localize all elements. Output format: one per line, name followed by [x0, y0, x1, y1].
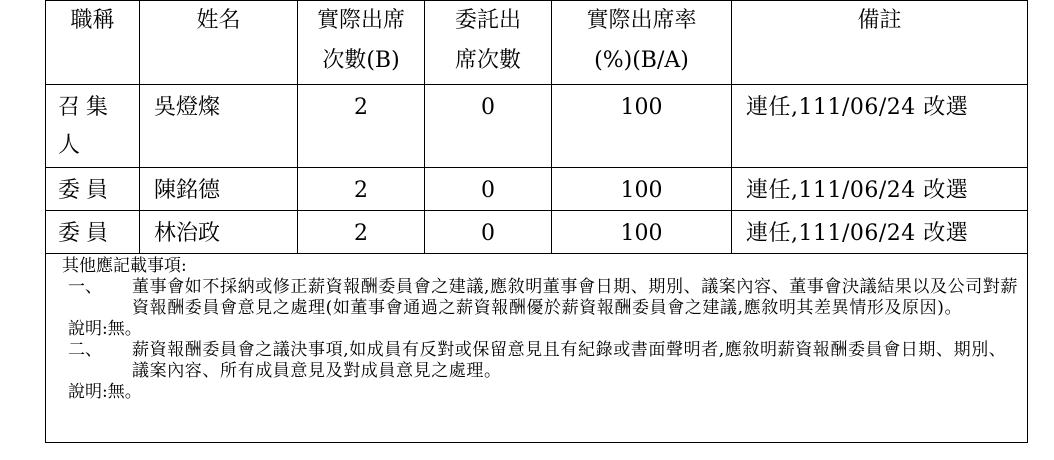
cell-note-text: 連任,111/06/24 改選: [746, 178, 969, 203]
cell-name-text: 林治政: [154, 221, 221, 246]
note-item: [46, 340, 1027, 382]
header-rate-line1: 實際出席率: [586, 8, 697, 33]
cell-proxy: [425, 85, 552, 168]
header-actual-attendance: [298, 1, 425, 85]
cell-note: [732, 211, 1028, 254]
note-item: [46, 277, 1027, 319]
header-name: [140, 1, 298, 85]
table-row: [46, 168, 1028, 211]
header-proxy-line1: 委託出: [454, 8, 521, 33]
cell-actual: [298, 211, 425, 254]
cell-name-text: 吳燈燦: [154, 95, 221, 120]
cell-rate: [552, 168, 732, 211]
header-title-label: 職稱: [70, 8, 115, 33]
cell-proxy: [425, 168, 552, 211]
table-row: [46, 211, 1028, 254]
note-item-text: 董事會如不採納或修正薪資報酬委員會之建議,應敘明董事會日期、期別、議案內容、董事會決議結果以及公司對薪資報酬委員會意見之處理(如董事會通過之薪資報酬優於薪資報酬委員會之建議,應敘明其差異情形及原因)。: [132, 277, 1019, 318]
cell-note: [732, 85, 1028, 168]
note-item-text: 薪資報酬委員會之議決事項,如成員有反對或保留意見且有紀錄或書面聲明者,應敘明薪資報酬委員會日期、期別、議案內容、所有成員意見及對成員意見之處理。: [132, 340, 1007, 381]
attendance-section: [45, 0, 1028, 443]
cell-name: [140, 85, 298, 168]
cell-actual-text: 2: [354, 178, 368, 203]
note-explanation: 說明:無。: [68, 319, 142, 339]
cell-note-text: 連任,111/06/24 改選: [746, 95, 969, 120]
note-item-number: 二、: [68, 340, 102, 360]
cell-name: [140, 168, 298, 211]
cell-note-text: 連任,111/06/24 改選: [746, 221, 969, 246]
table-header-row: [46, 1, 1028, 85]
cell-rate: [552, 211, 732, 254]
cell-note: [732, 168, 1028, 211]
cell-title: [46, 211, 140, 254]
header-actual-line1: 實際出席: [316, 8, 405, 33]
cell-proxy: [425, 211, 552, 254]
cell-actual-text: 2: [354, 221, 368, 246]
header-attendance-rate: [552, 1, 732, 85]
header-title: [46, 1, 140, 85]
note-explanation: 說明:無。: [68, 382, 142, 402]
cell-title-text: 委員: [58, 178, 115, 203]
cell-title: [46, 168, 140, 211]
cell-title-text: 委員: [58, 221, 115, 246]
cell-rate-text: 100: [620, 221, 663, 246]
cell-title-text: 召集人: [58, 95, 115, 158]
table-row: [46, 85, 1028, 168]
cell-name-text: 陳銘德: [154, 178, 221, 203]
notes-heading: 其他應記載事項:: [62, 256, 187, 276]
cell-title: [46, 85, 140, 168]
header-actual-line2: 次數(B): [322, 48, 400, 73]
cell-actual: [298, 168, 425, 211]
cell-actual-text: 2: [354, 95, 368, 120]
header-name-label: 姓名: [196, 8, 241, 33]
header-note-label: 備註: [857, 8, 902, 33]
cell-rate-text: 100: [620, 95, 663, 120]
note-item-number: 一、: [68, 277, 102, 297]
header-proxy-attendance: [425, 1, 552, 85]
cell-rate: [552, 85, 732, 168]
cell-rate-text: 100: [620, 178, 663, 203]
header-rate-line2: (%)(B/A): [594, 48, 689, 73]
header-proxy-line2: 席次數: [454, 48, 521, 73]
cell-proxy-text: 0: [481, 221, 495, 246]
cell-actual: [298, 85, 425, 168]
attendance-table: [45, 0, 1028, 254]
cell-name: [140, 211, 298, 254]
header-note: [732, 1, 1028, 85]
cell-proxy-text: 0: [481, 178, 495, 203]
cell-proxy-text: 0: [481, 95, 495, 120]
other-matters-notes: [45, 254, 1028, 443]
